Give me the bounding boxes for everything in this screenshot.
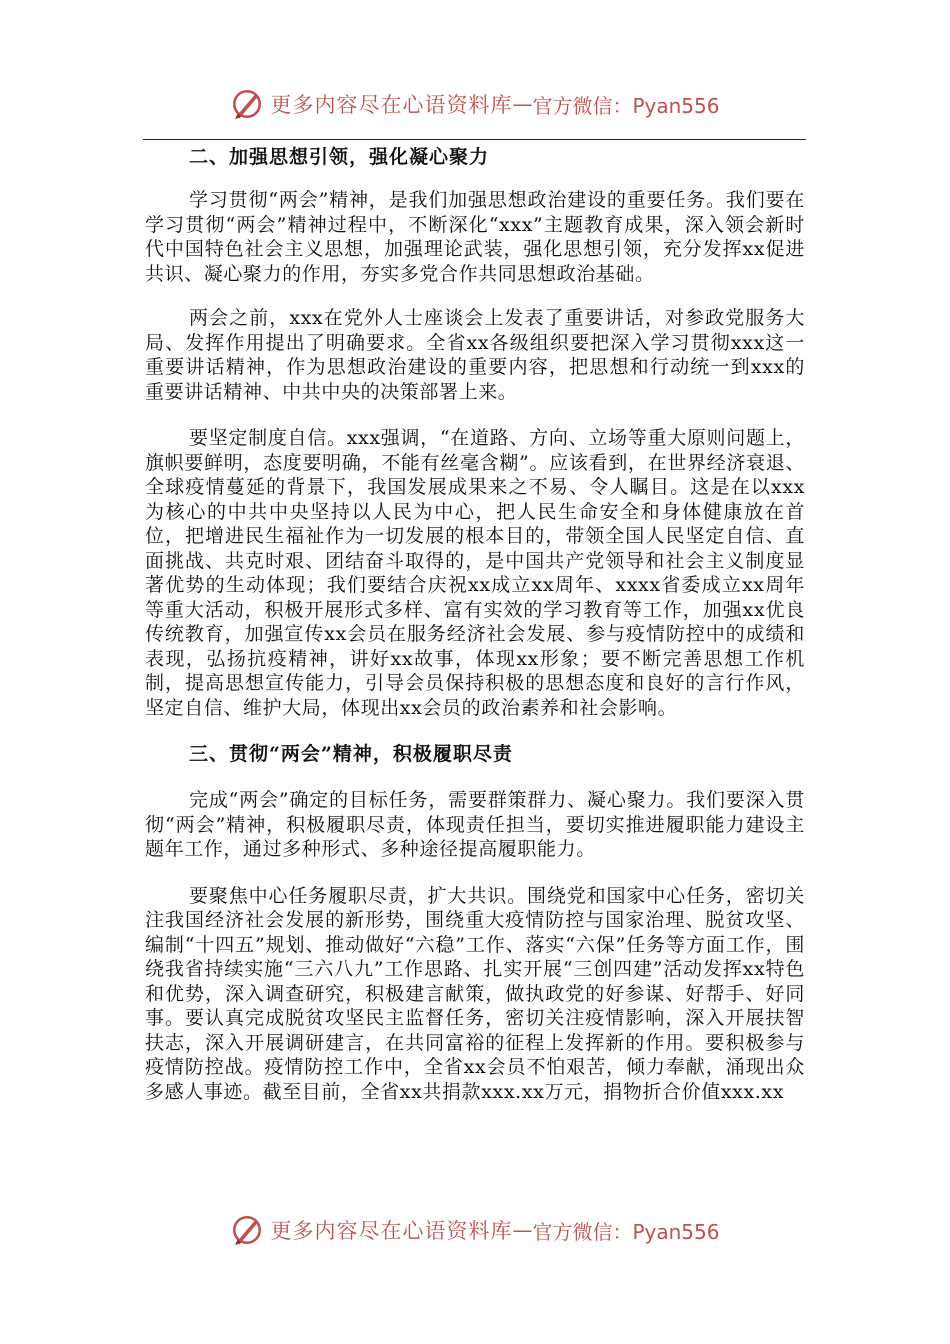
paragraph: 要坚定制度自信。xxx强调，“在道路、方向、立场等重大原则问题上，旗帜要鲜明，态度要明确，不能有丝毫含糊”。应该看到，在世界经济衰退、全球疫情蔓延的背景下，我国发展成果来之不易、令人瞩目。这是在以xxx为核心的中共中央坚持以人民为中心，把人民生命安全和身体健康放在首位，把增进民生福祉作为一切发展的根本目的，带领全国人民坚定自信、直面挑战、共克时艰、团结奋斗取得的，是中国共产党领导和社会主义制度显著优势的生动体现；我们要结合庆祝xx成立xx周年、xxxx省委成立xx周年等重大活动，积极开展形式多样、富有实效的学习教育等工作，加强xx优良传统教育，加强宣传xx会员在服务经济社会发展、参与疫情防控中的成绩和表现，弘扬抗疫精神，讲好xx故事，体现xx形象；要不断完善思想工作机制，提高思想宣传能力，引导会员保持积极的思想态度和良好的言行作风，坚定自信、维护大局，体现出xx会员的政治素养和社会影响。 [145,427,805,719]
banner-separator: — [512,1218,533,1242]
banner-wechat: 官方微信：Pyan556 [532,93,720,118]
paragraph: 学习贯彻“两会”精神，是我们加强思想政治建设的重要任务。我们要在学习贯彻“两会”精神过程中，不断深化“xxx”主题教育成果，深入领会新时代中国特色社会主义思想，加强理论武装，强化思想引领，充分发挥xx促进共识、凝心聚力的作用，夯实多党合作共同思想政治基础。 [145,189,805,285]
banner-separator: — [512,92,533,116]
document-body [145,142,805,1104]
footer-banner [0,1210,950,1250]
banner-title: 更多内容尽在心语资料库 [270,93,513,117]
banner-wechat: 官方微信：Pyan556 [532,1219,720,1244]
pen-logo-icon [230,1213,264,1247]
paragraph: 两会之前，xxx在党外人士座谈会上发表了重要讲话，对参政党服务大局、发挥作用提出了明确要求。全省xx各级组织要把深入学习贯彻xxx这一重要讲话精神，作为思想政治建设的重要内容，把思想和行动统一到xxx的重要讲话精神、中共中央的决策部署上来。 [145,307,805,403]
header-banner [0,84,950,124]
header-rule [143,139,806,140]
section-heading: 二、加强思想引领，强化凝心聚力 [189,146,490,168]
pen-logo-icon [230,87,264,121]
banner-title: 更多内容尽在心语资料库 [270,1219,513,1243]
section-heading: 三、贯彻“两会”精神，积极履职尽责 [189,743,513,765]
paragraph: 完成“两会”确定的目标任务，需要群策群力、凝心聚力。我们要深入贯彻“两会”精神，积极履职尽责，体现责任担当，要切实推进履职能力建设主题年工作，通过多种形式、多种途径提高履职能力。 [145,789,805,860]
paragraph: 要聚焦中心任务履职尽责，扩大共识。围绕党和国家中心任务，密切关注我国经济社会发展的新形势，围绕重大疫情防控与国家治理、脱贫攻坚、编制“十四五”规划、推动做好“六稳”工作、落实“六保”任务等方面工作，围绕我省持续实施“三六八九”工作思路、扎实开展“三创四建”活动发挥xx特色和优势，深入调查研究，积极建言献策，做执政党的好参谋、好帮手、好同事。要认真完成脱贫攻坚民主监督任务，密切关注疫情影响，深入开展扶智扶志，深入开展调研建言，在共同富裕的征程上发挥新的作用。要积极参与疫情防控战。疫情防控工作中，全省xx会员不怕艰苦，倾力奉献，涌现出众多感人事迹。截至目前，全省xx共捐款xxx.xx万元，捐物折合价值xxx.xx [145,884,805,1103]
